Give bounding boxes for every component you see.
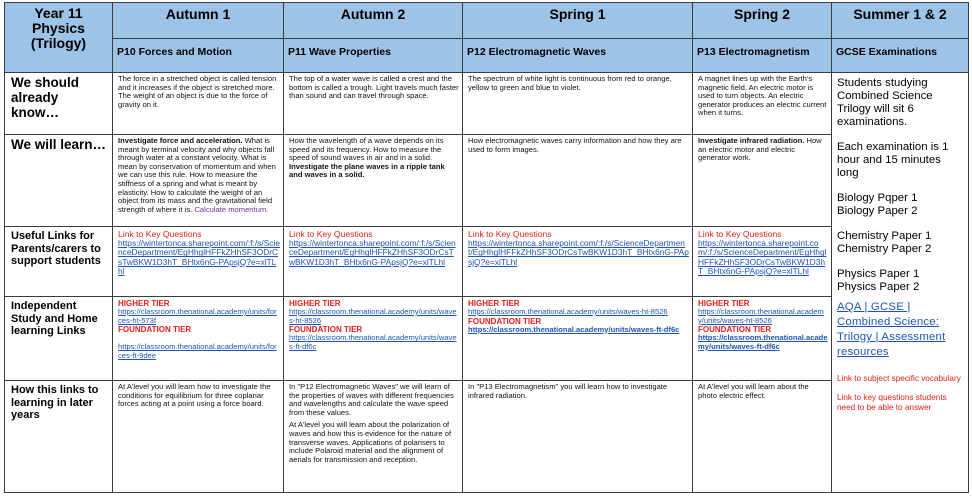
investigation-force-acceleration: Investigate force and acceleration. [118, 136, 243, 145]
higher-tier-label: HIGHER TIER [118, 299, 170, 308]
prior-knowledge-p13: A magnet lines up with the Earth's magnetic field. An electric motor is used to turn objects. An electric generator produces an electric current when it turns. [693, 73, 832, 135]
row-label-later-learning: How this links to learning in later years [5, 381, 113, 493]
independent-p12 [463, 297, 693, 381]
prior-knowledge-p10: The force in a stretched object is called tension and it increases if the object is stretched more. The weight of an object is due to the force of gravity on it. [113, 73, 284, 135]
sharepoint-link[interactable]: https://wintertonca.sharepoint.com/:f:/s/ScienceDepartment/EgHhglHFFkZHhSF3ODrCsTwBKW1D3hT_BHtx6nG-PApsjQ?e=xlTLhl [698, 238, 827, 277]
will-learn-p11 [284, 135, 463, 227]
useful-links-p12 [463, 227, 693, 297]
unit-title-p13: P13 Electromagnetism [693, 39, 832, 73]
useful-links-p10 [113, 227, 284, 297]
foundation-tier-label: FOUNDATION TIER [468, 316, 542, 326]
independent-p13 [693, 297, 832, 381]
key-questions-link[interactable]: Link to Key Questions [698, 229, 782, 239]
higher-tier-label: HIGHER TIER [289, 299, 341, 308]
later-learning-p13: At A'level you will learn about the photo electric effect. [693, 381, 832, 493]
will-learn-p13-text: How an electric motor and electric generator work. [698, 136, 822, 163]
calculate-momentum-link[interactable]: Calculate momentum. [194, 204, 269, 214]
later-learning-p11 [284, 381, 463, 493]
unit-title-p12: P12 Electromagnetic Waves [463, 39, 693, 73]
term-heading-autumn-2: Autumn 2 [284, 3, 463, 39]
exam-physics-1: Physics Paper 1 [837, 268, 920, 280]
later-learning-p10: At A'level you will learn how to investigate the conditions for equilibrium for three coplanar forces acting at a point using a force board. [113, 381, 284, 493]
row-label-prior-knowledge: We should already know… [5, 73, 113, 135]
higher-tier-link[interactable]: https://classroom.thenational.academy/units/waves-ht-8526 [698, 307, 824, 325]
row-label-useful-links: Useful Links for Parents/carers to support students [5, 227, 113, 297]
exam-physics-2: Physics Paper 2 [837, 281, 920, 293]
foundation-tier-link[interactable]: https://classroom.thenational.academy/units/forces-ft-9dee [118, 342, 277, 360]
course-label: (Trilogy) [30, 35, 87, 51]
higher-tier-link[interactable]: https://classroom.thenational.academy/units/waves-ht-8526 [468, 307, 668, 316]
prior-knowledge-p11: The top of a water wave is called a crest and the bottom is called a trough. Light travels much faster than sound and can travel through space. [284, 73, 463, 135]
useful-links-p13 [693, 227, 832, 297]
key-questions-link[interactable]: Link to Key Questions [289, 229, 373, 239]
unit-title-p10: P10 Forces and Motion [113, 39, 284, 73]
foundation-tier-label: FOUNDATION TIER [289, 325, 363, 335]
vocabulary-link[interactable]: Link to subject specific vocabulary [837, 374, 961, 383]
foundation-tier-label: FOUNDATION TIER [698, 325, 772, 335]
investigation-ripple-tank: Investigate the plane waves in a ripple tank and waves in a solid. [289, 161, 445, 180]
independent-p11 [284, 297, 463, 381]
aqa-assessment-link[interactable]: AQA | GCSE | Combined Science: Trilogy | Assessment resources [837, 301, 946, 358]
term-heading-autumn-1: Autumn 1 [113, 3, 284, 39]
exam-chemistry-1: Chemistry Paper 1 [837, 230, 932, 242]
higher-tier-link[interactable]: https://classroom.thenational.academy/units/forces-ht-573f [118, 307, 277, 325]
higher-tier-label: HIGHER TIER [698, 299, 750, 308]
unit-title-gcse: GCSE Examinations [832, 39, 969, 73]
key-questions-link[interactable]: Link to Key Questions [468, 229, 552, 239]
sharepoint-link[interactable]: https://wintertonca.sharepoint.com/:f:/s/ScienceDepartment/EgHhglHFFkZHhSF3ODrCsTwBKW1D3hT_BHtx6nG-PApsjQ?e=xlTLhl [289, 238, 456, 267]
useful-links-p11 [284, 227, 463, 297]
later-learning-p12: In "P13 Electromagnetism" you will learn how to investigate infrared radiation. [463, 381, 693, 493]
row-label-independent-study: Independent Study and Home learning Links [5, 297, 113, 381]
prior-knowledge-p12: The spectrum of white light is continuous from red to orange, yellow to green and blue to violet. [463, 73, 693, 135]
key-questions-answer-link[interactable]: Link to key questions students need to be able to answer [837, 393, 947, 412]
will-learn-p10 [113, 135, 284, 227]
foundation-tier-link[interactable]: https://classroom.thenational.academy/units/waves-ft-df6c [468, 324, 680, 334]
higher-tier-link[interactable]: https://classroom.thenational.academy/units/waves-ht-8526 [289, 307, 457, 325]
term-heading-summer: Summer 1 & 2 [832, 3, 969, 39]
exam-chemistry-2: Chemistry Paper 2 [837, 243, 932, 255]
subject-label: Physics [32, 20, 85, 36]
later-learning-p11-para2: At A'level you will learn about the polarization of waves and how this is evidence for the nature of transverse waves. Applications of polarisers to include Polaroid material and the alignment of aerials for transmission and reception. [289, 420, 452, 464]
will-learn-p13 [693, 135, 832, 227]
will-learn-p10-text: What is meant by terminal velocity and why objects fall through water at a constant velocity. What is mean by conservation of momentum and when we can use this rule. How to measure the stiffness of a spring and what is meant by elasticity. How to calculate the weight of an object from its mass and the gravitational field strength of where it is. [118, 136, 276, 214]
exam-duration: Each examination is 1 hour and 15 minutes long [837, 141, 949, 179]
term-heading-spring-1: Spring 1 [463, 3, 693, 39]
year-label: Year 11 [34, 5, 83, 21]
independent-p10 [113, 297, 284, 381]
curriculum-map-table [4, 2, 969, 493]
sharepoint-link[interactable]: https://wintertonca.sharepoint.com/:f:/s/ScienceDepartment/EgHhglHFFkZHhSF3ODrCsTwBKW1D3hT_BHtx6nG-PApsjQ?e=xlTLhl [118, 238, 280, 277]
foundation-tier-label: FOUNDATION TIER [118, 325, 192, 335]
key-questions-link[interactable]: Link to Key Questions [118, 229, 202, 239]
exam-biology-1: Biology Pqper 1 [837, 192, 918, 204]
exam-intro: Students studying Combined Science Trilogy will sit 6 examinations. [837, 77, 933, 128]
term-heading-spring-2: Spring 2 [693, 3, 832, 39]
will-learn-p12: How electromagnetic waves carry information and how they are used to form images. [463, 135, 693, 227]
unit-title-p11: P11 Wave Properties [284, 39, 463, 73]
will-learn-p11-text: How the wavelength of a wave depends on its speed and its frequency. How to measure the speed of sound waves in air and in a solid. [289, 136, 444, 163]
foundation-tier-link[interactable]: https://classroom.thenational.academy/units/waves-ft-df6c [698, 333, 828, 351]
foundation-tier-link[interactable]: https://classroom.thenational.academy/units/waves-ft-df6c [289, 333, 457, 351]
investigation-infrared: Investigate infrared radiation. [698, 136, 805, 145]
summer-exam-info [832, 73, 969, 493]
later-learning-p11-para1: In "P12 Electromagnetic Waves" we will learn of the properties of waves with different frequencies and wavelengths and calculate the wave speed from these values. [289, 382, 454, 417]
year-subject-heading [5, 3, 113, 73]
row-label-will-learn: We will learn… [5, 135, 113, 227]
exam-biology-2: Biology Paper 2 [837, 205, 918, 217]
higher-tier-label: HIGHER TIER [468, 299, 520, 308]
sharepoint-link[interactable]: https://wintertonca.sharepoint.com/:f:/s/ScienceDepartment/EgHhglHFFkZHhSF3ODrCsTwBKW1D3hT_BHtx6nG-PApsjQ?e=xlTLhl [468, 238, 689, 267]
